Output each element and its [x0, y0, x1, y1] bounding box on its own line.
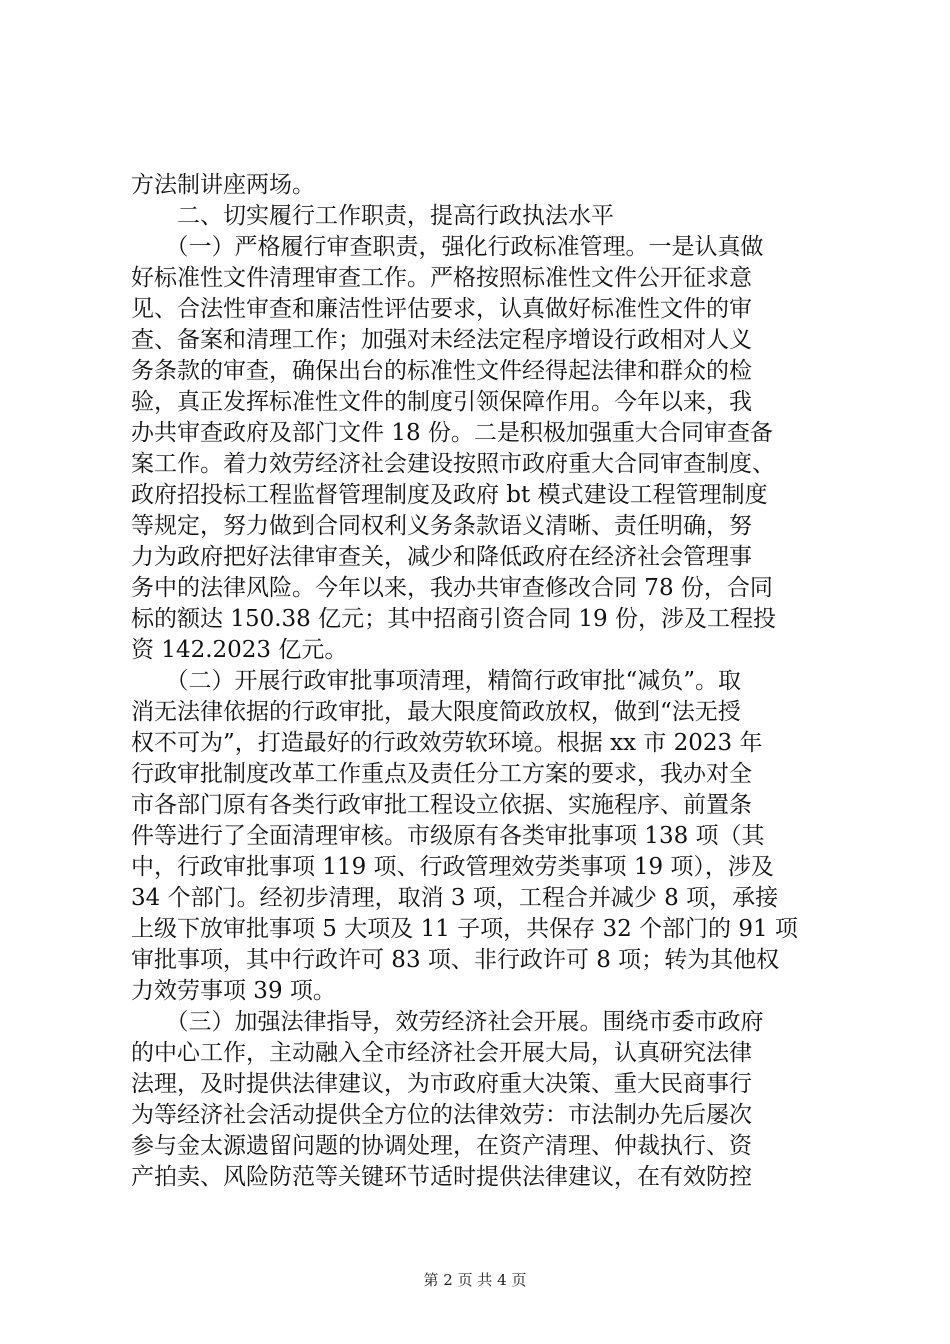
text-line: 消无法律依据的行政审批，最大限度简政放权，做到“法无授	[131, 699, 741, 725]
text-line: 查、备案和清理工作；加强对未经法定程序增设行政相对人义	[131, 327, 752, 353]
body-text	[131, 170, 831, 1193]
text-line: 方法制讲座两场。	[131, 172, 315, 198]
text-line: 参与金太源遗留问题的协调处理，在资产清理、仲裁执行、资	[131, 1133, 752, 1159]
text-line: 政府招投标工程监督管理制度及政府 bt 模式建设工程管理制度	[131, 482, 768, 508]
text-line: （三）加强法律指导，效劳经济社会开展。围绕市委市政府	[131, 1009, 764, 1035]
text-line: 验，真正发挥标准性文件的制度引领保障作用。今年以来，我	[131, 389, 752, 415]
text-line: 产拍卖、风险防范等关键环节适时提供法律建议，在有效防控	[131, 1164, 752, 1190]
text-line: 中，行政审批事项 119 项、行政管理效劳类事项 19 项），涉及	[131, 854, 774, 880]
text-line: 34 个部门。经初步清理，取消 3 项，工程合并减少 8 项，承接	[131, 885, 779, 911]
text-line: 件等进行了全面清理审核。市级原有各类审批事项 138 项（其	[131, 823, 765, 849]
text-line: 的中心工作，主动融入全市经济社会开展大局，认真研究法律	[131, 1040, 752, 1066]
text-line: 为等经济社会活动提供全方位的法律效劳：市法制办先后屡次	[131, 1102, 752, 1128]
text-line: 力效劳事项 39 项。	[131, 978, 336, 1004]
text-line: （二）开展行政审批事项清理，精简行政审批“减负”。取	[131, 668, 742, 694]
text-line: 标的额达 150.38 亿元；其中招商引资合同 19 份，涉及工程投	[131, 606, 776, 632]
text-line: 案工作。着力效劳经济社会建设按照市政府重大合同审查制度、	[131, 451, 775, 477]
text-line: 审批事项，其中行政许可 83 项、非行政许可 8 项；转为其他权	[131, 947, 780, 973]
text-line: （一）严格履行审查职责，强化行政标准管理。一是认真做	[131, 234, 764, 260]
text-line: 办共审查政府及部门文件 18 份。二是积极加强重大合同审查备	[131, 420, 773, 446]
text-line: 市各部门原有各类行政审批工程设立依据、实施程序、前置条	[131, 792, 752, 818]
text-line: 力为政府把好法律审查关，减少和降低政府在经济社会管理事	[131, 544, 752, 570]
text-line: 行政审批制度改革工作重点及责任分工方案的要求，我办对全	[131, 761, 752, 787]
text-line: 好标准性文件清理审查工作。严格按照标准性文件公开征求意	[131, 265, 752, 291]
text-line: 等规定，努力做到合同权利义务条款语义清晰、责任明确，努	[131, 513, 752, 539]
text-line: 资 142.2023 亿元。	[131, 637, 348, 663]
text-line: 权不可为”，打造最好的行政效劳软环境。根据 xx 市 2023 年	[131, 730, 763, 756]
text-line: 务中的法律风险。今年以来，我办共审查修改合同 78 份，合同	[131, 575, 773, 601]
text-line: 法理，及时提供法律建议，为市政府重大决策、重大民商事行	[131, 1071, 752, 1097]
text-line: 上级下放审批事项 5 大项及 11 子项，共保存 32 个部门的 91 项	[131, 916, 798, 942]
page-footer: 第 2 页 共 4 页	[423, 1271, 527, 1289]
text-line: 务条款的审查，确保出台的标准性文件经得起法律和群众的检	[131, 358, 752, 384]
text-line: 见、合法性审查和廉洁性评估要求，认真做好标准性文件的审	[131, 296, 752, 322]
text-line: 二、切实履行工作职责，提高行政执法水平	[131, 203, 614, 229]
